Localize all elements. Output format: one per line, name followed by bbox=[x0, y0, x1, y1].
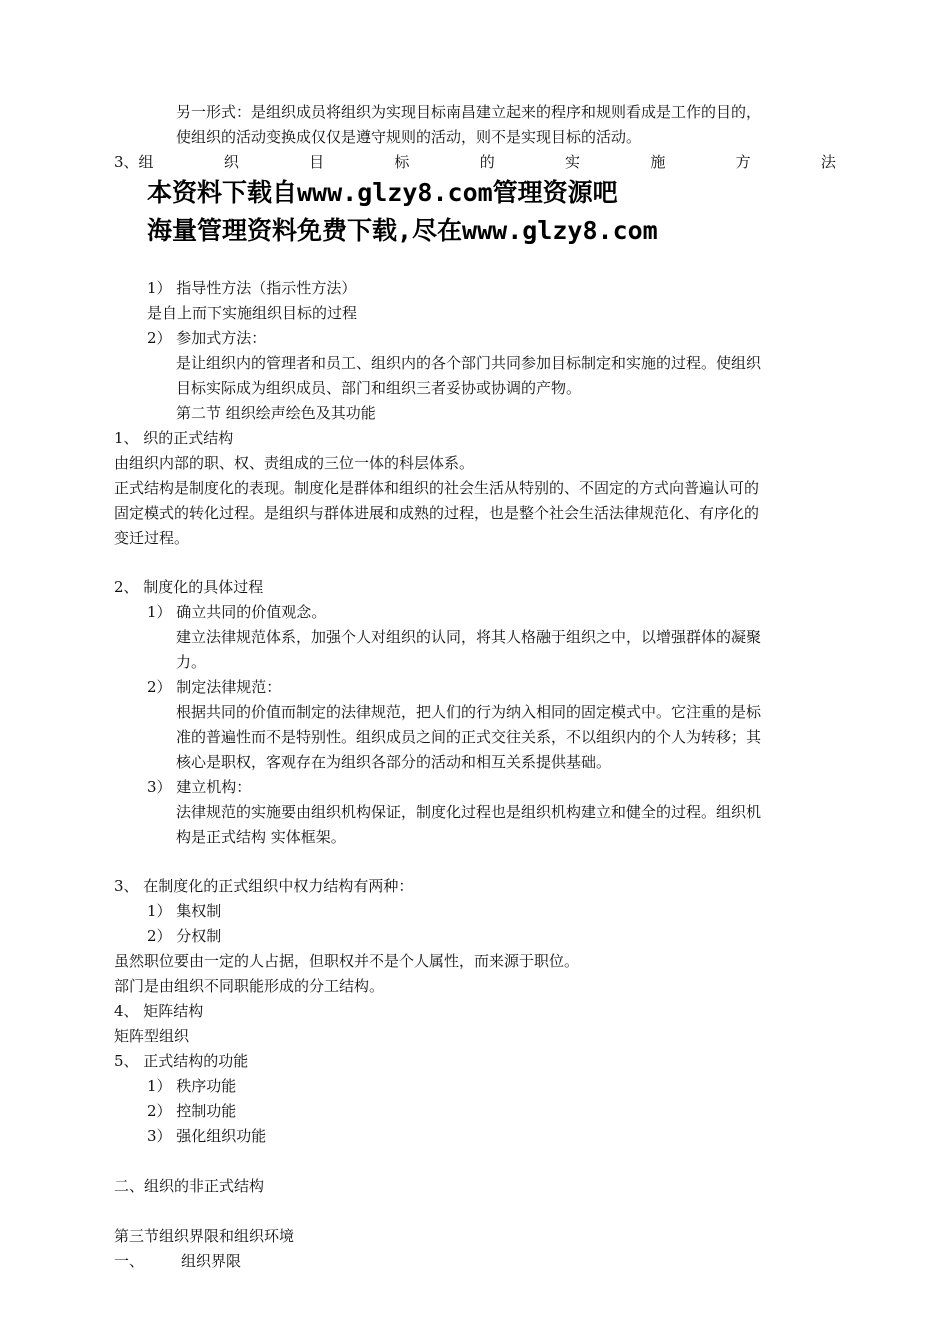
list-item: 1） 指导性方法（指示性方法） bbox=[147, 279, 357, 297]
paragraph-line: 根据共同的价值而制定的法律规范，把人们的行为纳入相同的固定模式中。它注重的是标 bbox=[176, 703, 762, 721]
paragraph-line: 由组织内部的职、权、责组成的三位一体的科层体系。 bbox=[114, 454, 475, 472]
heading-char: 法 bbox=[820, 153, 836, 171]
heading-char: 织 bbox=[223, 153, 239, 171]
section-title: 第二节 组织绘声绘色及其功能 bbox=[176, 404, 376, 422]
paragraph-line: 是让组织内的管理者和员工、组织内的各个部门共同参加目标制定和实施的过程。使组织 bbox=[176, 354, 762, 372]
list-item: 3） 建立机构： bbox=[147, 778, 252, 796]
heading-char: 实 bbox=[565, 153, 581, 171]
paragraph-line: 部门是由组织不同职能形成的分工结构。 bbox=[114, 977, 385, 995]
heading: 2、 制度化的具体过程 bbox=[114, 578, 264, 596]
paragraph-line: 矩阵型组织 bbox=[114, 1027, 190, 1045]
paragraph-line: 虽然职位要由一定的人占据，但职权并不是个人属性，而来源于职位。 bbox=[114, 952, 580, 970]
paragraph-line: 构是正式结构 实体框架。 bbox=[176, 828, 346, 846]
watermark-banner-1: 本资料下载自www.glzy8.com管理资源吧 bbox=[147, 178, 618, 207]
paragraph-line: 使组织的活动变换成仅仅是遵守规则的活动，则不是实现目标的活动。 bbox=[176, 128, 642, 146]
list-item: 2） 制定法律规范： bbox=[147, 678, 282, 696]
heading-char: 施 bbox=[650, 153, 666, 171]
list-item: 1） 集权制 bbox=[147, 902, 222, 920]
heading: 4、 矩阵结构 bbox=[114, 1002, 204, 1020]
watermark-banner-2: 海量管理资料免费下载,尽在www.glzy8.com bbox=[147, 216, 658, 245]
heading-3-implementation-methods bbox=[114, 152, 836, 172]
heading-char: 目 bbox=[309, 153, 325, 171]
paragraph-line: 核心是职权，客观存在为组织各部分的活动和相互关系提供基础。 bbox=[176, 753, 612, 771]
heading: 3、 在制度化的正式组织中权力结构有两种： bbox=[114, 877, 414, 895]
paragraph-line: 另一形式：是组织成员将组织为实现目标南昌建立起来的程序和规则看成是工作的目的， bbox=[176, 103, 762, 121]
list-item: 2） 控制功能 bbox=[147, 1102, 237, 1120]
list-item: 2） 参加式方法： bbox=[147, 329, 267, 347]
section-title: 第三节组织界限和组织环境 bbox=[114, 1227, 295, 1245]
heading: 组织界限 bbox=[181, 1252, 242, 1270]
heading-char: 标 bbox=[394, 153, 410, 171]
heading-number: 一、 bbox=[114, 1252, 145, 1270]
paragraph-line: 是自上而下实施组织目标的过程 bbox=[147, 304, 358, 322]
list-item: 2） 分权制 bbox=[147, 927, 222, 945]
heading-char: 方 bbox=[735, 153, 751, 171]
list-item: 1） 秩序功能 bbox=[147, 1077, 237, 1095]
paragraph-line: 力。 bbox=[176, 653, 207, 671]
list-item: 3） 强化组织功能 bbox=[147, 1127, 267, 1145]
paragraph-line: 建立法律规范体系，加强个人对组织的认同，将其人格融于组织之中，以增强群体的凝聚 bbox=[176, 628, 762, 646]
paragraph-line: 目标实际成为组织成员、部门和组织三者妥协或协调的产物。 bbox=[176, 379, 582, 397]
heading: 1、 织的正式结构 bbox=[114, 429, 234, 447]
list-item: 1） 确立共同的价值观念。 bbox=[147, 603, 327, 621]
heading-char: 3、组 bbox=[114, 153, 154, 171]
paragraph-line: 固定模式的转化过程。是组织与群体进展和成熟的过程，也是整个社会生活法律规范化、有序化的 bbox=[114, 504, 760, 522]
paragraph-line: 法律规范的实施要由组织机构保证，制度化过程也是组织机构建立和健全的过程。组织机 bbox=[176, 803, 762, 821]
paragraph-line: 变迁过程。 bbox=[114, 529, 190, 547]
heading: 二、组织的非正式结构 bbox=[114, 1177, 265, 1195]
paragraph-line: 准的普遍性而不是特别性。组织成员之间的正式交往关系，不以组织内的个人为转移；其 bbox=[176, 728, 762, 746]
heading: 5、 正式结构的功能 bbox=[114, 1052, 249, 1070]
paragraph-line: 正式结构是制度化的表现。制度化是群体和组织的社会生活从特别的、不固定的方式向普遍认可的 bbox=[114, 479, 760, 497]
heading-char: 的 bbox=[479, 153, 495, 171]
